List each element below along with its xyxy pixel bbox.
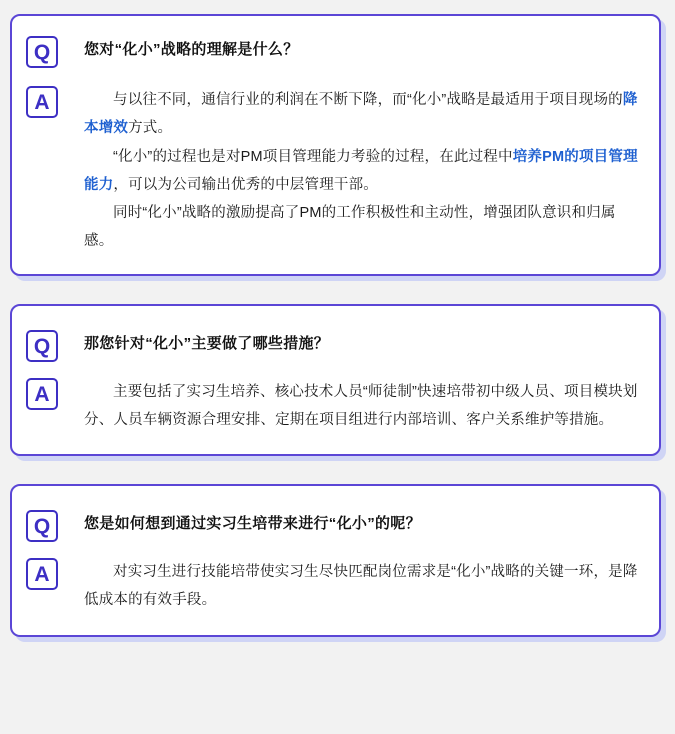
question-row [12,16,659,82]
answer-segment: 与以往不同，通信行业的利润在不断下降，而“化小”战略是最适用于项目现场的 [113,92,623,108]
answer-text [84,84,643,256]
answer-paragraph [84,86,643,143]
answer-paragraph [84,143,643,200]
question-text: 那您针对“化小”主要做了哪些措施？ [84,334,330,352]
answer-segment: 同时“化小”战略的激励提高了PM的工作积极性和主动性，增强团队意识和归属感。 [84,205,616,250]
qa-card [10,304,661,457]
qa-card [10,14,661,276]
answer-badge: A [26,86,58,118]
answer-segment: 主要包括了实习生培养、核心技术人员“师徒制”快速培带初中级人员、项目模块划分、人员车辆资源合理安排、定期在项目组进行内部培训、客户关系维护等措施。 [84,383,638,428]
answer-row [12,552,659,635]
answer-row [12,82,659,274]
question-text: 您对“化小”战略的理解是什么？ [84,41,299,58]
qa-card [10,484,661,637]
answer-segment-highlight: 降本增效 [84,92,638,137]
answer-segment: ，可以为公司输出优秀的中层管理干部。 [113,176,379,193]
answer-paragraph [84,558,643,615]
question-badge: Q [26,330,58,362]
answer-text [84,376,643,435]
answer-paragraph [84,199,643,256]
question-badge: Q [26,36,58,68]
answer-segment-highlight: 培养PM的项目管理能力 [84,148,638,193]
answer-badge: A [26,558,58,590]
question-text: 您是如何想到通过实习生培带来进行“化小”的呢？ [84,515,421,533]
answer-paragraph [84,378,643,435]
question-row [12,486,659,552]
answer-segment: 对实习生进行技能培带使实习生尽快匹配岗位需求是“化小”战略的关键一环，是降低成本的有效手段。 [84,564,638,609]
answer-row [12,372,659,455]
answer-segment: “化小”的过程也是对PM项目管理能力考验的过程，在此过程中 [113,148,513,165]
question-badge: Q [26,510,58,542]
answer-badge: A [26,378,58,410]
question-row [12,306,659,372]
answer-text [84,556,643,615]
answer-segment: 方式。 [128,120,173,137]
